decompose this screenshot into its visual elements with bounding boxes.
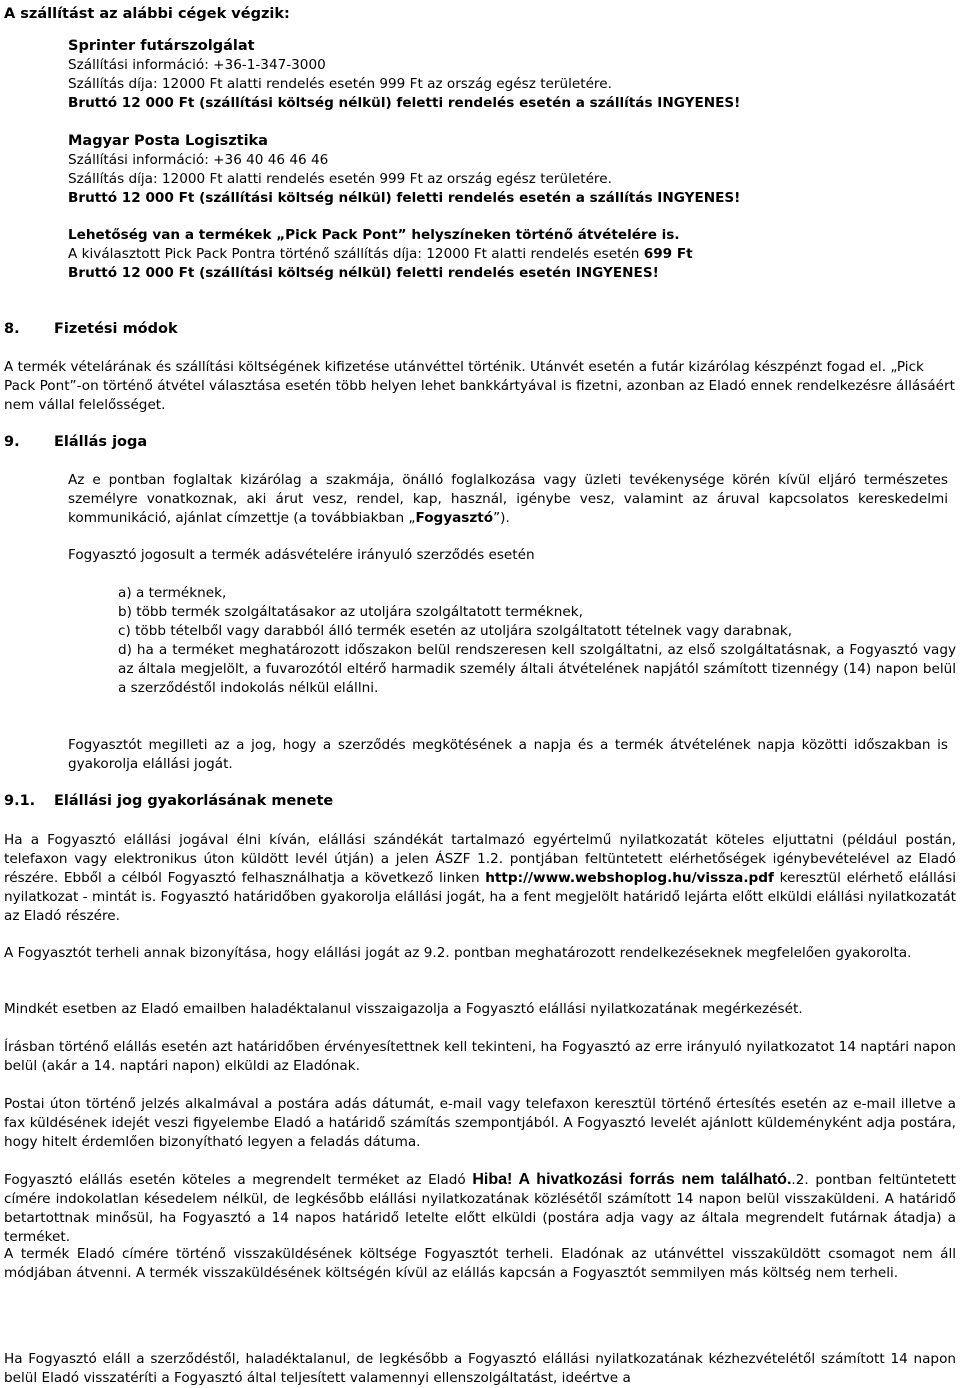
section-9-1-paragraph-6: [4, 1170, 956, 1247]
defined-term: Fogyasztó: [415, 510, 494, 526]
section-number: 8.: [4, 321, 20, 337]
carrier-name: Sprinter futárszolgálat: [68, 38, 255, 54]
section-9-paragraph-1: [68, 471, 948, 528]
carrier-info: Szállítási információ: +36 40 46 46 46: [68, 152, 329, 168]
text-run: Fogyasztó elállás esetén köteles a megrendelt terméket az Eladó: [4, 1172, 473, 1188]
carrier-fee: Szállítás díja: 12000 Ft alatti rendelés esetén 999 Ft az ország egész területére.: [68, 171, 612, 187]
carrier-fee: Szállítás díja: 12000 Ft alatti rendelés esetén 999 Ft az ország egész területére.: [68, 76, 612, 92]
text-run: Az e pontban foglaltak kizárólag a szakmája, önálló foglalkozása vagy üzleti tevékenysége körén kívül eljáró természetes személyre vonatkoznak, aki árut vesz, rendel, kap, használ, igénybe vesz, valamint az áruval kapcsolatos kereskedelmi kommunikáció, ajánlat címzettje (a továbbiakban „: [68, 472, 948, 526]
section-8-paragraph: A termék vételárának és szállítási költségének kifizetése utánvéttel történik. Utánvét esetén a futár kizárólag készpénzt fogad el. „Pick Pack Pont”-on történő átvétel választása esetén több helyen lehet bankkártyával is fizetni, azonban az Eladó ennek rendelkezésre állásáért nem vállal felelősséget.: [4, 359, 955, 413]
section-title: Elállás joga: [54, 434, 148, 450]
section-title: Elállási jog gyakorlásának menete: [54, 793, 334, 809]
section-9-1-paragraph-7: A termék Eladó címére történő visszaküldésének költsége Fogyasztót terheli. Eladónak az utánvéttel visszaküldött csomagot nem áll módjában átvenni. A termék visszaküldésének költségén kívül az elállás kapcsán a Fogyasztót semmilyen más költség nem terheli.: [4, 1246, 956, 1281]
pickpack-fee: [68, 245, 948, 264]
carrier-magyar-posta: [68, 132, 948, 208]
carrier-free-shipping: Bruttó 12 000 Ft (szállítási költség nélkül) feletti rendelés esetén a szállítás INGYENES!: [68, 95, 741, 111]
reference-error: Hiba! A hivatkozási forrás nem található.: [472, 1171, 792, 1188]
section-9-heading: [4, 433, 147, 452]
section-number: 9.1.: [4, 793, 36, 809]
section-9-1-paragraph-8: Ha Fogyasztó eláll a szerződéstől, haladéktalanul, de legkésőbb a Fogyasztó elállási nyilatkozatának kézhezvételétől számított 14 napon belül Eladó visszatéríti a Fogyasztó által teljesített valamennyi ellenszolgáltatást, ideértve a: [4, 1351, 956, 1386]
withdrawal-list: [118, 584, 956, 698]
carrier-sprinter: [68, 37, 948, 113]
pickpack-fee-amount: 699 Ft: [643, 246, 693, 262]
list-item: c) több tételből vagy darabból álló termék esetén az utoljára szolgáltatott tételnek vagy darabnak,: [118, 623, 793, 639]
carrier-info: Szállítási információ: +36-1-347-3000: [68, 57, 326, 73]
pickpack-fee-text: A kiválasztott Pick Pack Pontra történő szállítás díja: 12000 Ft alatti rendelés esetén: [68, 246, 644, 262]
section-number: 9.: [4, 434, 20, 450]
section-title: Fizetési módok: [54, 321, 178, 337]
list-item: a) a terméknek,: [118, 585, 227, 601]
list-item: d) ha a terméket meghatározott időszakon belül rendszeresen kell szolgáltatni, az első szolgáltatásnak, a Fogyasztó vagy az általa megjelölt, a fuvarozótól eltérő harmadik személy általi átvételének napjától számított tizennégy (14) napon belül a szerződéstől indokolás nélkül elállni.: [118, 642, 956, 696]
carrier-free-shipping: Bruttó 12 000 Ft (szállítási költség nélkül) feletti rendelés esetén a szállítás INGYENES!: [68, 190, 741, 206]
text-run: .2. pontban feltüntetett címére indokolatlan késedelem nélkül, de legkésőbb elállási nyilatkozatának közlésétől számított 14 napon belül visszaküldeni. A határidő betartottnak minősül, ha Fogyasztó a 14 napos határidő letelte előtt elküldi (postára adja vagy az általa megrendelt futárnak átadja) a terméket.: [4, 1172, 956, 1245]
pickpack-free: Bruttó 12 000 Ft (szállítási költség nélkül) feletti rendelés esetén INGYENES!: [68, 265, 659, 281]
section-9-paragraph-2: Fogyasztó jogosult a termék adásvételére irányuló szerződés esetén: [68, 547, 535, 563]
withdrawal-form-link[interactable]: http://www.webshoplog.hu/vissza.pdf: [485, 870, 774, 886]
text-run: keresztül elérhető elállási nyilatkozat - mintát is. Fogyasztó határidőben gyakorolja elállási jogát, ha a fent megjelölt határidő lejárta előtt elküldi elállási nyilatkozatát az Eladó részére.: [4, 870, 956, 924]
section-9-1-heading: [4, 792, 333, 811]
section-9-1-paragraph-4: Írásban történő elállás esetén azt határidőben érvényesítettnek kell tekinteni, ha Fogyasztó az erre irányuló nyilatkozatot 14 naptári napon belül (akár a 14. naptári napon) elküldi az Eladónak.: [4, 1039, 956, 1074]
section-9-1-paragraph-2: A Fogyasztót terheli annak bizonyítása, hogy elállási jogát az 9.2. pontban meghatározott rendelkezéseknek megfelelően gyakorolta.: [4, 945, 912, 961]
section-9-1-paragraph-3: Mindkét esetben az Eladó emailben haladéktalanul visszaigazolja a Fogyasztó elállási nyilatkozatának megérkezését.: [4, 1001, 803, 1017]
pickpack-block: [68, 226, 948, 283]
pickpack-heading: Lehetőség van a termékek „Pick Pack Pont” helyszíneken történő átvételére is.: [68, 227, 680, 243]
text-run: Ha a Fogyasztó elállási jogával élni kíván, elállási szándékát tartalmazó egyértelmű nyilatkozatát köteles eljuttatni (például postán, telefaxon vagy elektronikus úton küldött levél útján) a jelen ÁSZF 1.2. pontjában feltüntetett elérhetőségek igénybevételével az Eladó részére. Ebből a célból Fogyasztó felhasználhatja a következő linken: [4, 832, 956, 886]
section-9-paragraph-3: Fogyasztót megilleti az a jog, hogy a szerződés megkötésének a napja és a termék átvételének napja közötti időszakban is gyakorolja elállási jogát.: [68, 737, 948, 772]
list-item: b) több termék szolgáltatásakor az utoljára szolgáltatott terméknek,: [118, 604, 583, 620]
section-9-1-paragraph-5: Postai úton történő jelzés alkalmával a postára adás dátumát, e-mail vagy telefaxon keresztül történő értesítés esetén az e-mail illetve a fax küldésének idejét veszi figyelembe Eladó a határidő számítás szempontjából. A Fogyasztó levelét ajánlott küldeményként adja postára, hogy hitelt érdemlően bizonyítható legyen a feladás dátuma.: [4, 1096, 956, 1150]
section-9-1-paragraph-1: [4, 831, 956, 926]
intro-heading: A szállítást az alábbi cégek végzik:: [4, 6, 290, 22]
section-8-heading: [4, 320, 178, 339]
carrier-name: Magyar Posta Logisztika: [68, 133, 268, 149]
text-run: ”).: [493, 510, 510, 526]
